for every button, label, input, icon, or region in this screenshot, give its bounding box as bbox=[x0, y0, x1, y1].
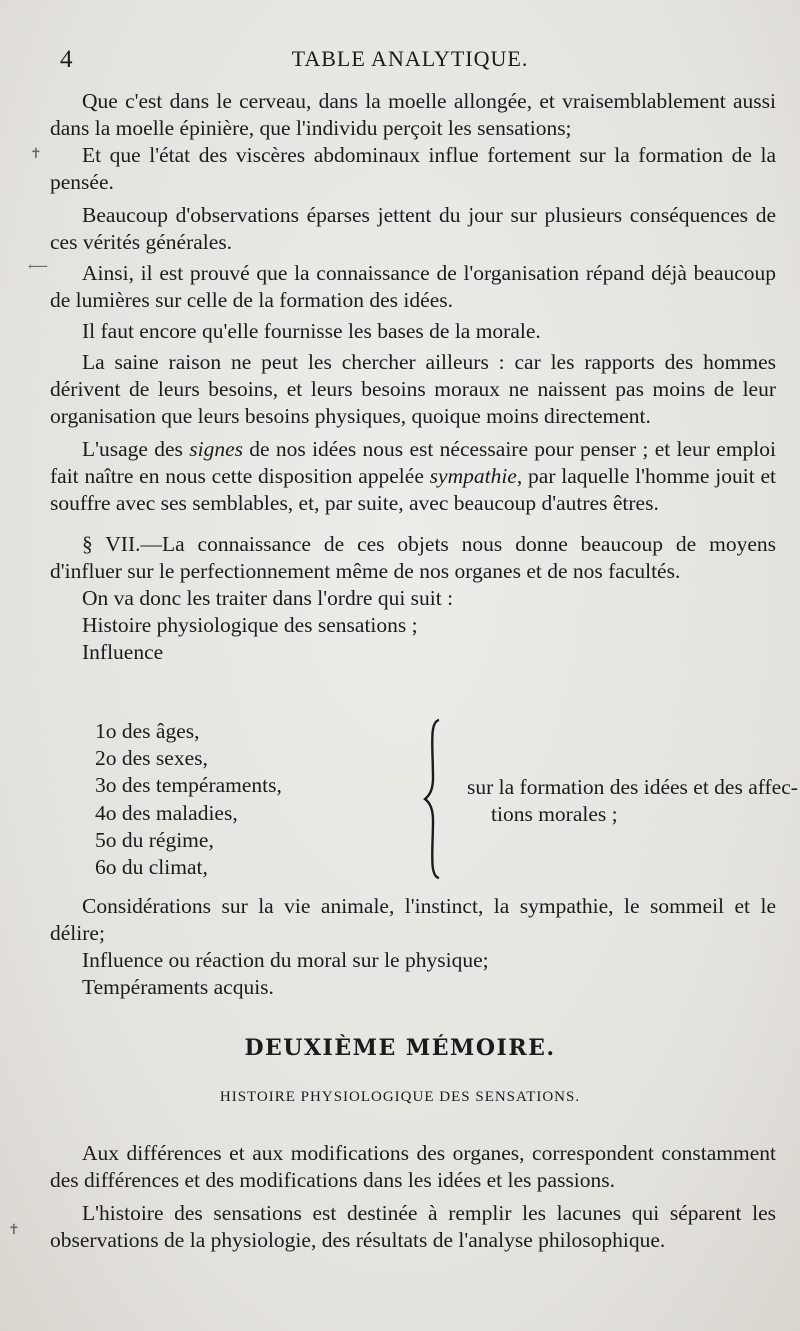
text-run: L'usage des bbox=[82, 437, 190, 461]
running-title: TABLE ANALYTIQUE. bbox=[291, 46, 529, 71]
list-item: 2o des sexes, bbox=[95, 746, 208, 771]
paragraph-section-7: § VII.—La connaissance de ces objets nous donne beaucoup de moyens d'influer sur le perfectionnement même de nos organes et de nos facultés. bbox=[50, 532, 776, 583]
body-text-middle bbox=[50, 893, 776, 1001]
list-item: 5o du régime, bbox=[95, 827, 214, 852]
target-line: sur la formation des idées et des affec- bbox=[467, 775, 798, 799]
paragraph: Ainsi, il est prouvé que la connaissance de l'organisation répand déjà beaucoup de lumières sur celle de la formation des idées. bbox=[50, 261, 776, 312]
paragraph: Aux différences et aux modifications des organes, correspondent constamment des différences et des modifications dans les idées et les passions. bbox=[50, 1141, 776, 1192]
list-item: 6o du climat, bbox=[95, 855, 208, 880]
italic-term: signes bbox=[189, 437, 243, 461]
plan-line: On va donc les traiter dans l'ordre qui suit : bbox=[82, 586, 454, 610]
paragraph: Beaucoup d'observations éparses jettent du jour sur plusieurs conséquences de ces vérités générales. bbox=[50, 203, 776, 254]
body-text-lower bbox=[50, 1140, 776, 1254]
margin-mark: ⟵ bbox=[28, 260, 49, 275]
paragraph: Que c'est dans le cerveau, dans la moelle allongée, et vraisemblablement aussi dans la moelle épinière, que l'individu perçoit les sensations; bbox=[50, 89, 776, 140]
text-run: de nos idées nous est nécessaire pour penser ; et leur emploi fait naître en nous cette disposition appelée bbox=[50, 437, 776, 488]
page-header bbox=[60, 46, 760, 76]
paragraph: Et que l'état des viscères abdominaux influe fortement sur la formation de la pensée. bbox=[50, 143, 776, 194]
paragraph: L'histoire des sensations est destinée à remplir les lacunes qui séparent les observations de la physiologie, des résultats de l'analyse philosophique. bbox=[50, 1201, 776, 1252]
memoir-title: DEUXIÈME MÉMOIRE. bbox=[244, 1035, 556, 1061]
paragraph: Considérations sur la vie animale, l'instinct, la sympathie, le sommeil et le délire; bbox=[50, 894, 776, 945]
paragraph-signes bbox=[50, 436, 776, 517]
list-item: 4o des maladies, bbox=[95, 800, 238, 825]
text-run: , par laquelle l'homme jouit et souffre avec ses semblables, et, par suite, avec beaucoup d'autres êtres. bbox=[50, 464, 776, 515]
plan-line: Influence bbox=[82, 640, 164, 664]
paragraph: Il faut encore qu'elle fournisse les bases de la morale. bbox=[82, 319, 541, 343]
page-number: 4 bbox=[60, 46, 73, 73]
margin-mark: ✝ bbox=[8, 1223, 20, 1238]
body-text-upper bbox=[50, 88, 776, 666]
paragraph: La saine raison ne peut les chercher ailleurs : car les rapports des hommes dérivent de leurs besoins, et leurs besoins moraux ne naissent pas moins de leur organisation que leurs besoins physiques, quoique moins directement. bbox=[50, 350, 776, 428]
list-item: 3o des tempéraments, bbox=[95, 773, 282, 798]
influence-items bbox=[95, 718, 282, 881]
paragraph: Influence ou réaction du moral sur le physique; bbox=[82, 948, 489, 972]
italic-term: sympathie bbox=[429, 464, 517, 488]
curly-brace-icon bbox=[423, 718, 453, 880]
target-line: tions morales ; bbox=[491, 802, 618, 826]
list-item: 1o des âges, bbox=[95, 719, 200, 743]
plan-line: Histoire physiologique des sensations ; bbox=[82, 613, 418, 637]
margin-mark: ✝ bbox=[30, 147, 42, 162]
paragraph: Tempéraments acquis. bbox=[82, 975, 274, 999]
memoir-subtitle: HISTOIRE PHYSIOLOGIQUE DES SENSATIONS. bbox=[219, 1089, 581, 1105]
influence-list bbox=[95, 718, 798, 880]
influence-target bbox=[467, 774, 800, 828]
